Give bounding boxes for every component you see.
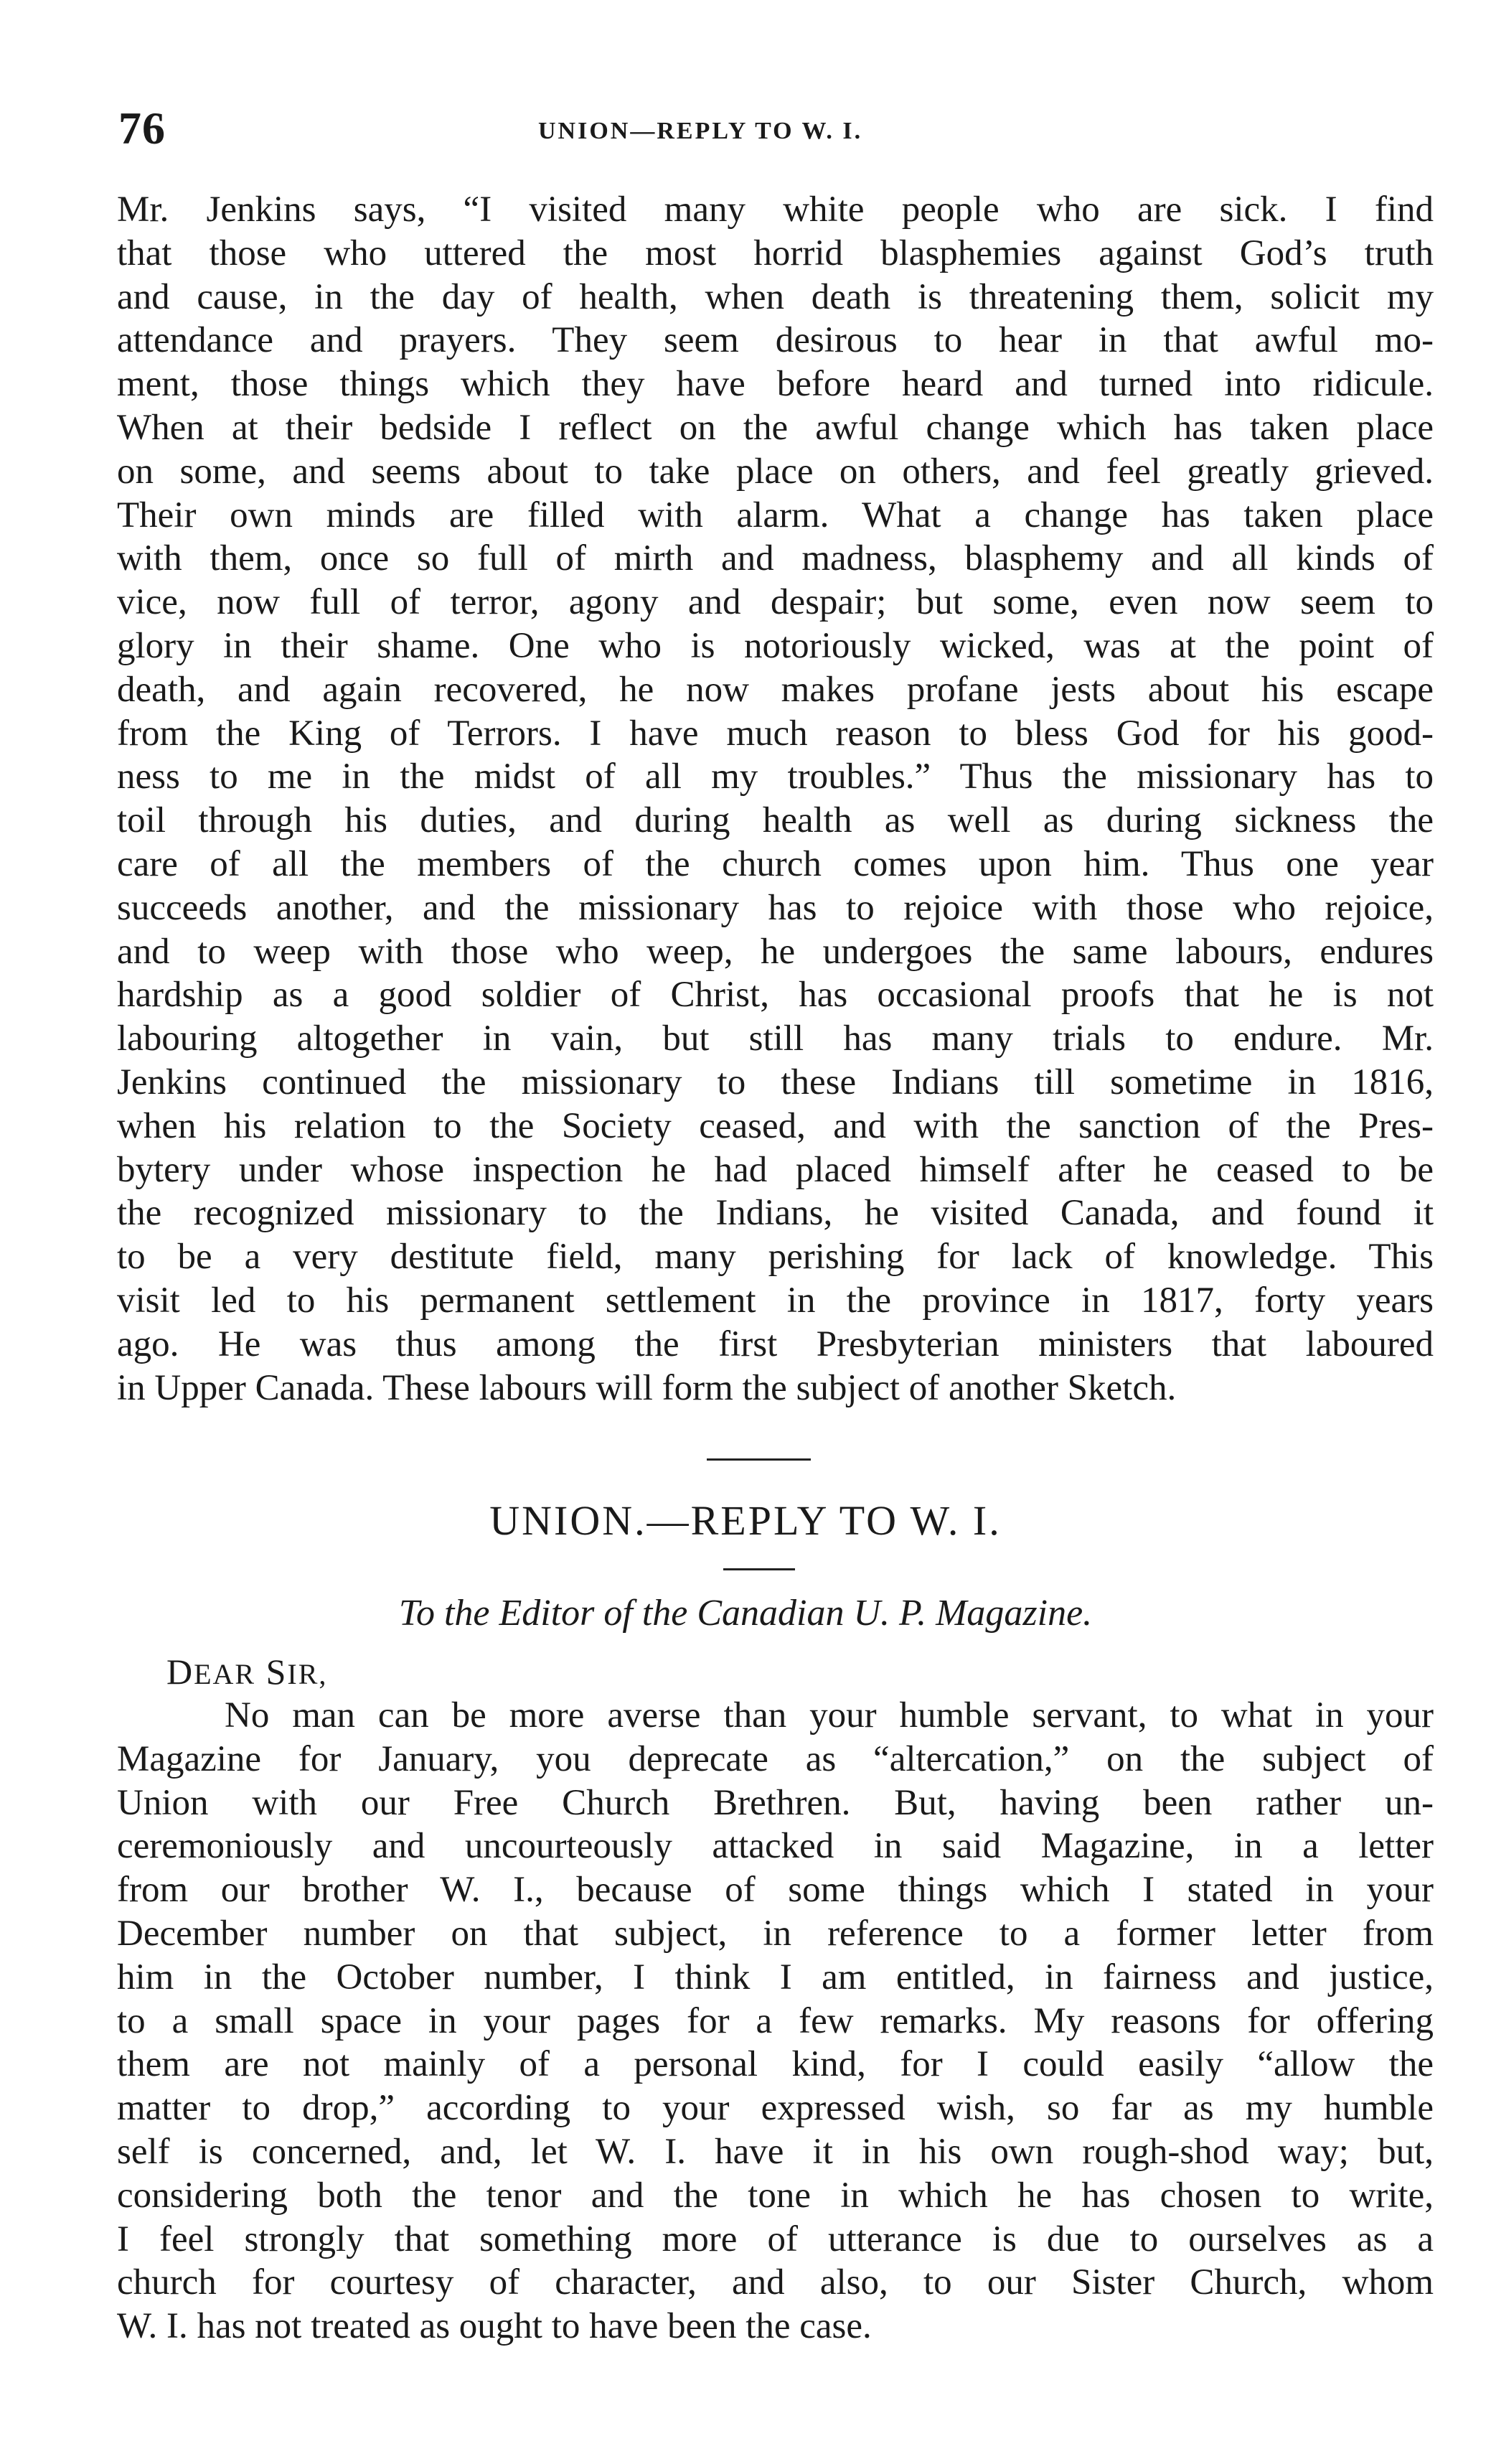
text-line: succeeds another, and the missionary has to rejoice with those who rejoice, — [117, 887, 1434, 928]
text-line: and cause, in the day of health, when death is threatening them, solicit my — [117, 276, 1434, 317]
letter-line: him in the October number, I think I am entitled, in fairness and justice, — [117, 1957, 1434, 1997]
dedication-line: To the Editor of the Canadian U. P. Magazine. — [398, 1593, 1093, 1634]
letter-line: Union with our Free Church Brethren. But, having been rather un- — [117, 1782, 1434, 1823]
letter-line: Magazine for January, you deprecate as “altercation,” on the subject of — [117, 1738, 1434, 1779]
text-line: that those who uttered the most horrid blasphemies against God’s truth — [117, 233, 1434, 273]
body-text — [117, 188, 1434, 1410]
text-line: labouring altogether in vain, but still has many trials to endure. Mr. — [117, 1018, 1434, 1059]
page-number: 76 — [118, 103, 166, 154]
text-line: toil through his duties, and during health as well as during sickness the — [117, 800, 1434, 841]
text-line: hardship as a good soldier of Christ, has occasional proofs that he is not — [117, 975, 1434, 1016]
salutation-smallcaps-2: IR, — [287, 1658, 328, 1690]
text-line: vice, now full of terror, agony and despair; but some, even now seem to — [117, 582, 1434, 623]
text-line: and to weep with those who weep, he undergoes the same labours, endures — [117, 931, 1434, 972]
letter-line: them are not mainly of a personal kind, for I could easily “allow the — [117, 2044, 1434, 2085]
text-line: from the King of Terrors. I have much reason to bless God for his good- — [117, 713, 1434, 754]
letter-line: self is concerned, and, let W. I. have it in his own rough-shod way; but, — [117, 2131, 1434, 2172]
text-line: attendance and prayers. They seem desirous to hear in that awful mo- — [117, 320, 1434, 361]
letter-line: ceremoniously and uncourteously attacked in said Magazine, in a letter — [117, 1826, 1434, 1867]
text-line: When at their bedside I reflect on the awful change which has taken place — [117, 407, 1434, 448]
salutation-initial-2: S — [265, 1652, 288, 1692]
text-line: to be a very destitute field, many perishing for lack of knowledge. This — [117, 1237, 1434, 1278]
text-line: glory in their shame. One who is notoriously wicked, was at the point of — [117, 625, 1434, 666]
text-line: Jenkins continued the missionary to these Indians till sometime in 1816, — [117, 1062, 1434, 1102]
text-line: when his relation to the Society ceased, and with the sanction of the Pres- — [117, 1105, 1434, 1146]
text-line: the recognized missionary to the Indians, he visited Canada, and found it — [117, 1193, 1434, 1234]
text-line: bytery under whose inspection he had placed himself after he ceased to be — [117, 1149, 1434, 1190]
letter-line: W. I. has not treated as ought to have been the case. — [117, 2306, 872, 2347]
title-rule — [723, 1568, 795, 1570]
text-line: Mr. Jenkins says, “I visited many white people who are sick. I find — [117, 189, 1434, 230]
text-line: in Upper Canada. These labours will form the subject of another Sketch. — [117, 1367, 1177, 1408]
letter-line: December number on that subject, in reference to a former letter from — [117, 1913, 1434, 1954]
letter-line: to a small space in your pages for a few remarks. My reasons for offering — [117, 2000, 1434, 2041]
text-line: death, and again recovered, he now makes profane jests about his escape — [117, 669, 1434, 710]
letter-line: considering both the tenor and the tone in which he has chosen to write, — [117, 2175, 1434, 2216]
article-title: UNION.—REPLY TO W. I. — [489, 1497, 1002, 1544]
letter-line: I feel strongly that something more of utterance is due to ourselves as a — [117, 2219, 1434, 2259]
letter-line: No man can be more averse than your humble servant, to what in your — [225, 1695, 1434, 1735]
text-line: ness to me in the midst of all my troubles.” Thus the missionary has to — [117, 756, 1434, 797]
letter-text — [117, 1694, 1434, 2348]
salutation-initial: D — [166, 1652, 194, 1692]
letter-line: matter to drop,” according to your expressed wish, so far as my humble — [117, 2088, 1434, 2129]
text-line: with them, once so full of mirth and madness, blasphemy and all kinds of — [117, 538, 1434, 579]
running-head: UNION—REPLY TO W. I. — [538, 118, 863, 144]
letter-line: from our brother W. I., because of some things which I stated in your — [117, 1870, 1434, 1911]
text-line: ment, those things which they have before heard and turned into ridicule. — [117, 364, 1434, 405]
text-line: on some, and seems about to take place on others, and feel greatly grieved. — [117, 451, 1434, 492]
page-header — [118, 102, 1431, 159]
text-line: Their own minds are filled with alarm. What a change has taken place — [117, 495, 1434, 535]
text-line: ago. He was thus among the first Presbyterian ministers that laboured — [117, 1324, 1434, 1364]
salutation-smallcaps: EAR — [194, 1658, 256, 1690]
salutation — [166, 1651, 327, 1692]
section-divider — [707, 1458, 811, 1461]
letter-line: church for courtesy of character, and also, to our Sister Church, whom — [117, 2262, 1434, 2303]
text-line: care of all the members of the church comes upon him. Thus one year — [117, 843, 1434, 884]
text-line: visit led to his permanent settlement in the province in 1817, forty years — [117, 1280, 1434, 1321]
